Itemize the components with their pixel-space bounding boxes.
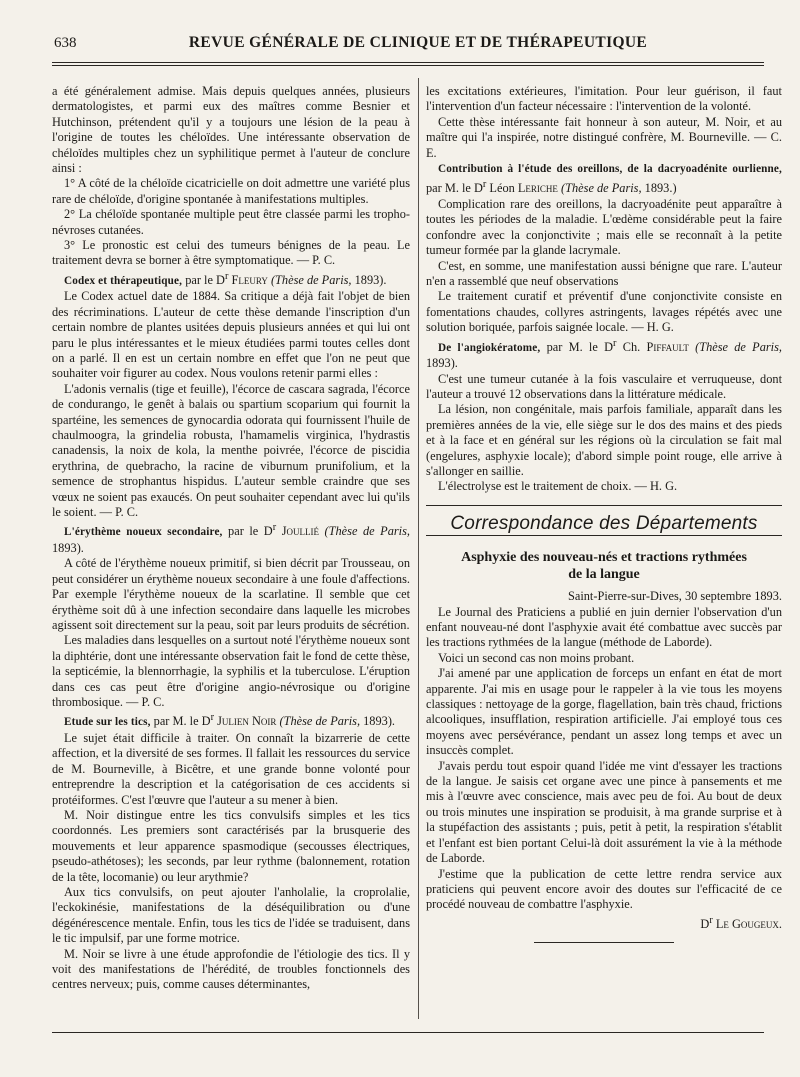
body-paragraph: Cette thèse intéressante fait honneur à son auteur, M. Noir, et au maître qui l'a inspirée, notre distingué confrère, M. Bourneville. — C. E.	[426, 114, 782, 160]
header-rule-double	[52, 65, 764, 66]
page-header	[54, 28, 762, 58]
page-number: 638	[54, 34, 77, 51]
review-title: Codex et thérapeutique,	[64, 274, 183, 287]
review-author: Fleury	[228, 272, 268, 287]
signature: $D^r$ Le Gougeux.	[700, 914, 782, 931]
review-heading-oreillons: Contribution à l'étude des oreillons, de la dacryoadénite ourlienne, par M. le $D^r$ Léon Leriche (Thèse de Paris, 1893.)	[426, 163, 782, 196]
body-paragraph: La lésion, non congénitale, mais parfois familiale, apparaît dans les premières années de la vie, elle siège sur le dos des mains et des pieds et à la face et en général sur les régions où la circulation se fait mal (engelures, asphyxie locale); d'abord simple point rouge, elle arrive à s'allonger en saillie.	[426, 402, 782, 478]
review-heading-codex: Codex et thérapeutique, par le $D^r$ Fleury (Thèse de Paris, 1893).	[64, 270, 387, 287]
body-paragraph: 3° Le pronostic est celui des tumeurs bénignes de la peau. Le traitement devra se borner à être symptomatique. — P. C.	[52, 238, 410, 268]
review-heading-erytheme: L'érythème noueux secondaire, par le $D^r$ Joullié (Thèse de Paris, 1893).	[52, 522, 411, 555]
body-paragraph: Le sujet était difficile à traiter. On connaît la bizarrerie de cette affection, et la diversité de ses formes. Il fallait les ressources du service de M. Bourneville, à Bicêtre, et une grande bonne volonté pour entreprendre la description et la catégorisation de ces accidents si protéiformes. C'est l'œuvre que l'auteur a su mener à bien.	[52, 730, 410, 807]
review-heading-angiokeratome: De l'angiokératome, par M. le $D^r$ Ch. Piffault (Thèse de Paris, 1893).	[426, 337, 783, 371]
body-paragraph: J'ai amené par une application de forceps un enfant en état de mort apparente. J'ai mis en usage pour le rappeler à la vie tous les moyens classiques : nettoyage de la gorge, flagellation, bain très chaud, frictions alcooliques, insufflation, respiration artificielle. J'ai employé tous ces moyens avec persévérance, pendant un assez long temps et avec un insuccès complet.	[426, 666, 782, 758]
body-paragraph: Le Journal des Praticiens a publié en juin dernier l'observation d'un enfant nouveau-né dont l'asphyxie avait été combattue avec succès par les tractions rythmées de la langue (méthode de Laborde).	[426, 604, 782, 650]
body-paragraph: L'électrolyse est le traitement de choix. — H. G.	[438, 479, 678, 494]
review-heading-tics: Etude sur les tics, par M. le $D^r$ Julien Noir (Thèse de Paris, 1893).	[64, 712, 396, 729]
review-author: Piffault	[640, 339, 689, 354]
bottom-rule	[52, 1032, 764, 1033]
body-paragraph: les excitations extérieures, l'imitation. Pour leur guérison, il faut l'intervention d'un facteur nécessaire : l'intervention de la volonté.	[426, 84, 782, 114]
column-divider	[418, 78, 419, 1019]
body-paragraph: 2° La chéloïde spontanée multiple peut être classée parmi les tropho-névroses cutanées.	[52, 207, 410, 237]
left-column	[52, 84, 410, 993]
body-paragraph: Les maladies dans lesquelles on a surtout noté l'érythème noueux sont la diphtérie, dont une intéressante observation fait le fond de cette thèse, la septicémie, la blennorrhagie, la syphilis et la tuberculose. L'éruption dans ces cas peut être d'origine angio-névrosique ou d'origine thrombosique. — P. C.	[52, 633, 410, 710]
section-rule	[426, 505, 782, 506]
article-title: Asphyxie des nouveau-nés et tractions rythmées de la langue	[461, 550, 747, 582]
body-paragraph: Le Codex actuel date de 1884. Sa critique a déjà fait l'objet de bien des récriminations. L'auteur de cette thèse demande l'inscription d'un certain nombre de plantes usitées depuis plusieurs années et qui lui ont paru le plus intéressantes et le mieux étudiées parmi toutes celles dont on a parlé. Il en est un certain nombre en effet que l'on ne peut que souhaiter voir figurer au codex. Nous voulons retenir parmi elles :	[52, 289, 410, 381]
dateline: Saint-Pierre-sur-Dives, 30 septembre 1893.	[567, 589, 782, 604]
body-paragraph: C'est, en somme, une manifestation aussi bénigne que rare. L'auteur n'en a rassemblé que neuf observations	[426, 258, 782, 288]
running-title: REVUE GÉNÉRALE DE CLINIQUE ET DE THÉRAPEUTIQUE	[188, 34, 648, 51]
review-title: De l'angiokératome,	[438, 341, 541, 354]
review-title: L'érythème noueux secondaire,	[64, 526, 223, 539]
right-column	[426, 84, 782, 943]
body-paragraph: Aux tics convulsifs, on peut ajouter l'anholalie, la croprolalie, l'eckokinésie, manifestations de la déséquilibration ou d'une dégénérescence mentale. Enfin, tous les tics de l'idée se traduisent, dans le tic impulsif, par une forme motrice.	[52, 885, 410, 946]
body-paragraph: Voici un second cas non moins probant.	[438, 650, 635, 665]
section-rule	[426, 535, 782, 536]
end-rule	[534, 942, 674, 943]
body-paragraph: Le traitement curatif et préventif d'une conjonctivite consiste en fomentations chaudes, collyres astringents, lavages répétés avec une solution boriquée, parfois saignée locale. — H. G.	[426, 289, 782, 335]
body-paragraph: 1° A côté de la chéloïde cicatricielle on doit admettre une variété plus rare de chéloïde, d'origine spontanée à manifestations multiples.	[52, 176, 410, 206]
body-paragraph: a été généralement admise. Mais depuis quelques années, plusieurs dermatologistes, et parmi eux des maîtres comme Besnier et Hutchinson, prétendent qu'il y a toujours une lésion de la peau à l'origine de toutes les chéloïdes. Une intéressante observation de chéloïdes multiples chez un syphilitique permet à l'auteur de conclure ainsi :	[52, 84, 410, 176]
review-author: Julien Noir	[214, 714, 277, 729]
body-paragraph: L'adonis vernalis (tige et feuille), l'écorce de cascara sagrada, l'écorce de condurango, le genêt à balais ou spartium scoparium qui fournit la spartéine, les semences de gynocardia odorata qui fournissent l'huile de chaulmoogra, la grindelia robusta, l'hamamelis virginica, l'hydrastis canadensis, la noix de kola, la menthe poivrée, l'écorce de piscidia erythrina, de quebracho, la racine de viburnum prunifolium, et la semence de strophantus hispidus. L'auteur semble craindre que ses vœux ne soient pas exaucés. On peut souhaiter cependant avec lui qu'ils le soient. — P. C.	[52, 381, 410, 520]
review-title: Contribution à l'étude des oreillons, de la dacryoadénite ourlienne,	[438, 163, 782, 176]
body-paragraph: M. Noir se livre à une étude approfondie de l'étiologie des tics. Il y voit des manifestations de l'hérédité, de troubles fonctionnels des centres nerveux; puis, comme causes déterminantes,	[52, 946, 410, 992]
body-paragraph: Complication rare des oreillons, la dacryoadénite peut apparaître à toutes les périodes de la maladie. L'œdème considérable peut la faire confondre avec la conjonctivite ; mais elle se reconnaît à la petite tumeur formée par la glande lacrymale.	[426, 196, 782, 258]
body-paragraph: A côté de l'érythème noueux primitif, si bien décrit par Trousseau, on peut considérer un érythème noueux secondaire à une foule d'affections. Par exemple l'érythème noueux de la scarlatine. Il semble que cet érythème soit dû à une infection secondaire dans laquelle les microbes agissent soit directement sur la peau, soit par leurs produits de sécrétion.	[52, 556, 410, 633]
review-author: Joullié	[276, 524, 319, 539]
body-paragraph: C'est une tumeur cutanée à la fois vasculaire et verruqueuse, dont l'auteur a trouvé 12 observations dans la littérature médicale.	[426, 371, 782, 401]
body-paragraph: M. Noir distingue entre les tics convulsifs simples et les tics coordonnés. Les premiers sont caractérisés par la brusquerie des mouvements et leur apparence spasmodique (secousses électriques, pseudo-athétoses); les seconds, par leur rythme (balonnement, rotation de la tête, locomanie) ou leur arythmie?	[52, 808, 410, 884]
review-author: Leriche	[514, 181, 558, 196]
header-rule	[52, 62, 764, 63]
body-paragraph: J'estime que la publication de cette lettre rendra service aux praticiens qui peuvent encore avoir des doutes sur l'efficacité de ce procédé nouveau de combattre l'asphyxie.	[426, 866, 782, 912]
review-title: Etude sur les tics,	[64, 716, 151, 729]
section-title: Correspondance des Départements	[450, 512, 758, 534]
body-paragraph: J'avais perdu tout espoir quand l'idée me vint d'essayer les tractions de la langue. Je saisis cet organe avec une pince à pansements et me mis à l'œuvre avec conscience, mais avec peu de foi. Au bout de deux ou trois minutes une inspiration se produisit, à ma grande surprise et à la stupéfaction des assistants ; puis, petit à petit, la respiration s'établit et l'enfant est bien portant Celui-là doit assurément la vie à la méthode de Laborde.	[426, 758, 782, 866]
